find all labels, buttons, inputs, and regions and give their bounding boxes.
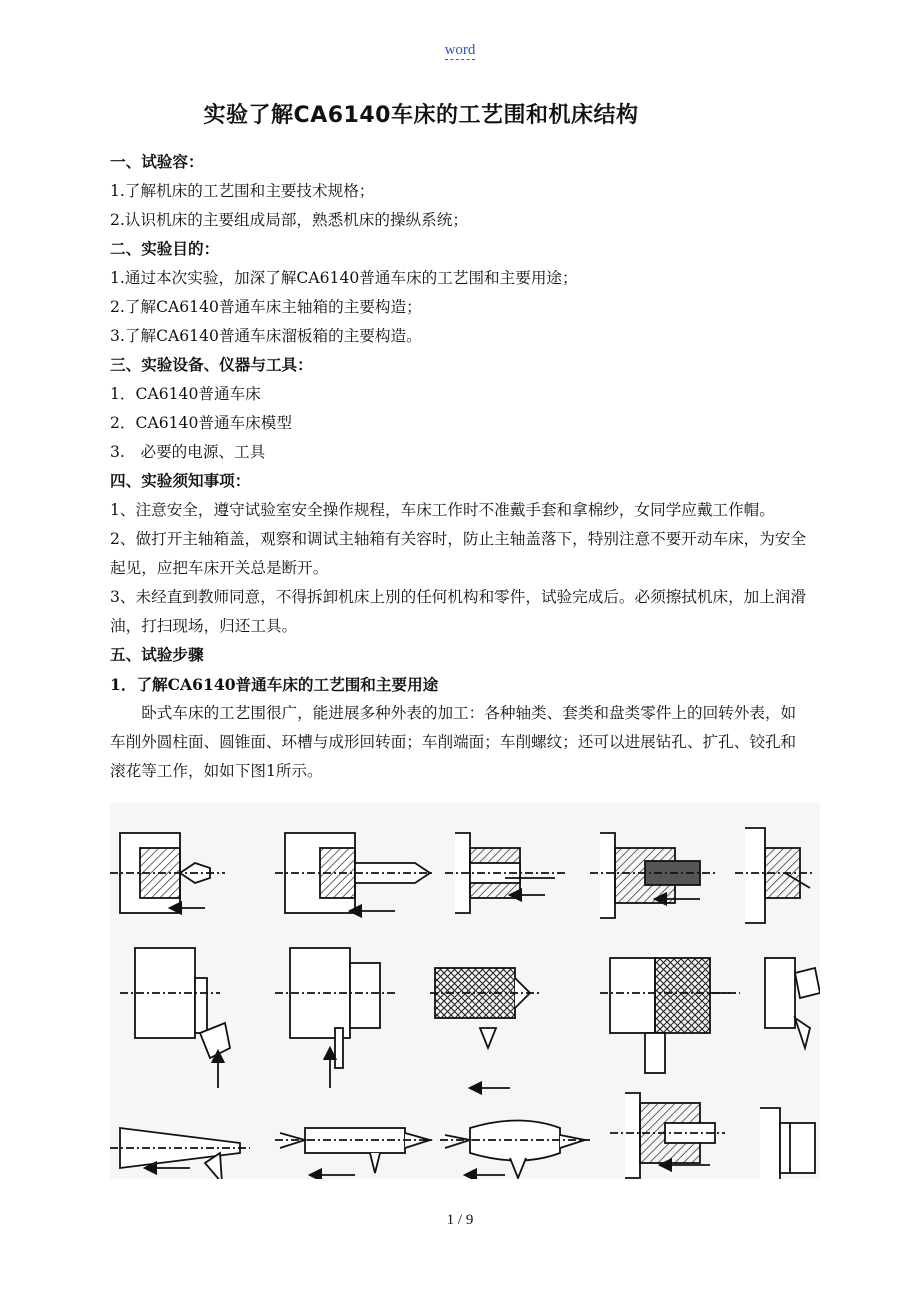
- section-heading: 二、实验目的：: [110, 240, 220, 258]
- section-line: 1.通过本次实验，加深了解CA6140普通车床的工艺围和主要用途；: [110, 269, 578, 287]
- section-line: 1、注意安全，遵守试验室安全操作规程，车床工作时不准戴手套和拿棉纱，女同学应戴工作帽。: [110, 501, 775, 519]
- section-line: 3.了解CA6140普通车床溜板箱的主要构造。: [110, 327, 422, 345]
- section-line: 2.了解CA6140普通车床主轴箱的主要构造；: [110, 298, 422, 316]
- section-heading: 五、试验步骤: [110, 646, 204, 664]
- lathe-operations-figure: [110, 803, 820, 1179]
- section-line: 2．CA6140普通车床模型: [110, 414, 292, 432]
- section-line: 1.了解机床的工艺围和主要技术规格；: [110, 182, 375, 200]
- section-line: 3、未经直到教师同意，不得拆卸机床上別的任何机构和零件，试验完成后。必须擦拭机床，加上润滑油，打扫现场，归还工具。: [110, 588, 807, 635]
- section-heading: 三、实验设备、仪器与工具：: [110, 356, 313, 374]
- section-heading: 一、试验容：: [110, 153, 204, 171]
- page-number: 1 / 9: [446, 1212, 474, 1228]
- step-heading: 1．了解CA6140普通车床的工艺围和主要用途: [110, 675, 439, 694]
- header-word-link[interactable]: word: [444, 42, 476, 58]
- lathe-operations-icon: [110, 803, 820, 1179]
- document-body: [110, 148, 810, 786]
- page-title: 实验了解CA6140车床的工艺围和机床结构: [203, 103, 639, 128]
- step-paragraph: 卧式车床的工艺围很广，能进展多种外表的加工：各种轴类、套类和盘类零件上的回转外表，如车削外圆柱面、圆锥面、环槽与成形回转面；车削端面；车削螺纹；还可以进展钻孔、扩孔、铰孔和滚花等工作，如如下图1所示。: [110, 704, 797, 780]
- section-line: 3. 必要的电源、工具: [110, 443, 266, 461]
- section-line: 2.认识机床的主要组成局部，熟悉机床的操纵系统；: [110, 211, 468, 229]
- section-heading: 四、实验须知事项：: [110, 472, 251, 490]
- section-line: 2、做打开主轴箱盖，观察和调试主轴箱有关容时，防止主轴盖落下，特别注意不要开动车床，为安全起见，应把车床开关总是断开。: [110, 530, 807, 577]
- section-line: 1．CA6140普通车床: [110, 385, 261, 403]
